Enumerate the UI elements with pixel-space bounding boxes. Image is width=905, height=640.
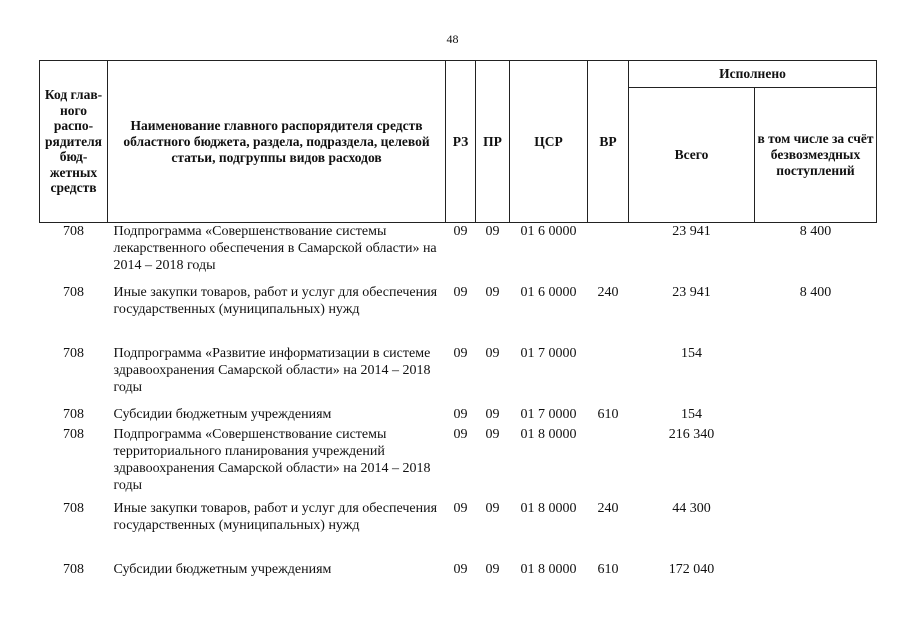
row-vr: 610 [597, 406, 619, 422]
row-total: 23 941 [672, 284, 711, 300]
row-code: 708 [63, 406, 84, 422]
header-vr: ВР [588, 61, 629, 223]
table-row [40, 561, 877, 581]
row-code: 708 [63, 500, 84, 516]
row-csr: 01 6 0000 [520, 284, 577, 300]
row-csr: 01 7 0000 [520, 345, 577, 361]
row-free [755, 345, 877, 406]
row-free [755, 406, 877, 426]
row-name: Иные закупки товаров, работ и услуг для обеспечения государственных (муниципальных) нужд [113, 500, 438, 533]
row-code: 708 [63, 345, 84, 361]
header-rz: РЗ [446, 61, 476, 223]
table-row [40, 345, 877, 406]
row-name: Подпрограмма «Совершенствование системы лекарственного обеспечения в Самарской области» на 2014 – 2018 годы [113, 224, 437, 273]
row-rz: 09 [453, 345, 468, 361]
row-vr: 240 [597, 500, 619, 516]
row-pr: 09 [485, 224, 500, 239]
header-csr: ЦСР [510, 61, 588, 223]
page-number: 48 [446, 32, 459, 46]
header-total: Всего [629, 88, 755, 223]
row-total: 216 340 [668, 426, 715, 442]
row-vr [588, 426, 629, 500]
row-vr: 240 [597, 284, 619, 300]
row-pr: 09 [485, 500, 500, 516]
row-code: 708 [63, 224, 84, 239]
budget-table [39, 60, 877, 581]
table-row [40, 223, 877, 284]
row-pr: 09 [485, 284, 500, 300]
row-free: 8 400 [799, 224, 832, 239]
header-name: Наименование главного распорядителя средств областного бюджета, раздела, подраздела, целевой статьи, подгруппы видов расходов [108, 61, 446, 223]
header-code: Код главного распорядителя бюджетных средств [40, 61, 108, 223]
table-row [40, 406, 877, 426]
row-name: Субсидии бюджетным учреждениям [113, 406, 332, 422]
row-code: 708 [63, 284, 84, 300]
row-code: 708 [63, 561, 84, 577]
row-rz: 09 [453, 426, 468, 442]
row-free [755, 500, 877, 561]
row-total: 154 [681, 406, 702, 422]
row-name: Иные закупки товаров, работ и услуг для обеспечения государственных (муниципальных) нужд [113, 284, 438, 317]
row-rz: 09 [453, 561, 468, 577]
row-pr: 09 [485, 561, 500, 577]
header-executed: Исполнено [629, 61, 877, 88]
row-name: Подпрограмма «Совершенствование системы территориального планирования учреждений здравоохранения Самарской области» на 2014 – 2018 годы [113, 426, 431, 493]
row-csr: 01 7 0000 [520, 406, 577, 422]
row-csr: 01 8 0000 [520, 500, 577, 516]
row-name: Подпрограмма «Развитие информатизации в системе здравоохранения Самарской области» на 2014 – 2018 годы [113, 345, 431, 395]
row-vr [588, 345, 629, 406]
row-free [755, 426, 877, 500]
row-csr: 01 6 0000 [520, 224, 577, 239]
row-vr [588, 223, 629, 284]
row-rz: 09 [453, 284, 468, 300]
row-pr: 09 [485, 345, 500, 361]
row-total: 23 941 [672, 224, 711, 239]
row-vr: 610 [597, 561, 619, 577]
row-rz: 09 [453, 224, 468, 239]
row-csr: 01 8 0000 [520, 426, 577, 442]
row-free [755, 561, 877, 581]
table-row [40, 284, 877, 345]
row-free: 8 400 [799, 284, 832, 300]
row-pr: 09 [485, 426, 500, 442]
row-total: 44 300 [672, 500, 711, 516]
row-csr: 01 8 0000 [520, 561, 577, 577]
row-total: 172 040 [668, 561, 715, 577]
table-row [40, 500, 877, 561]
header-pr: ПР [476, 61, 510, 223]
row-total: 154 [681, 345, 702, 361]
table-row [40, 426, 877, 500]
row-code: 708 [63, 426, 84, 442]
row-rz: 09 [453, 406, 468, 422]
row-name: Субсидии бюджетным учреждениям [113, 561, 332, 577]
row-pr: 09 [485, 406, 500, 422]
header-incl-free: в том числе за счёт безвозмездных поступлений [755, 88, 877, 223]
row-rz: 09 [453, 500, 468, 516]
